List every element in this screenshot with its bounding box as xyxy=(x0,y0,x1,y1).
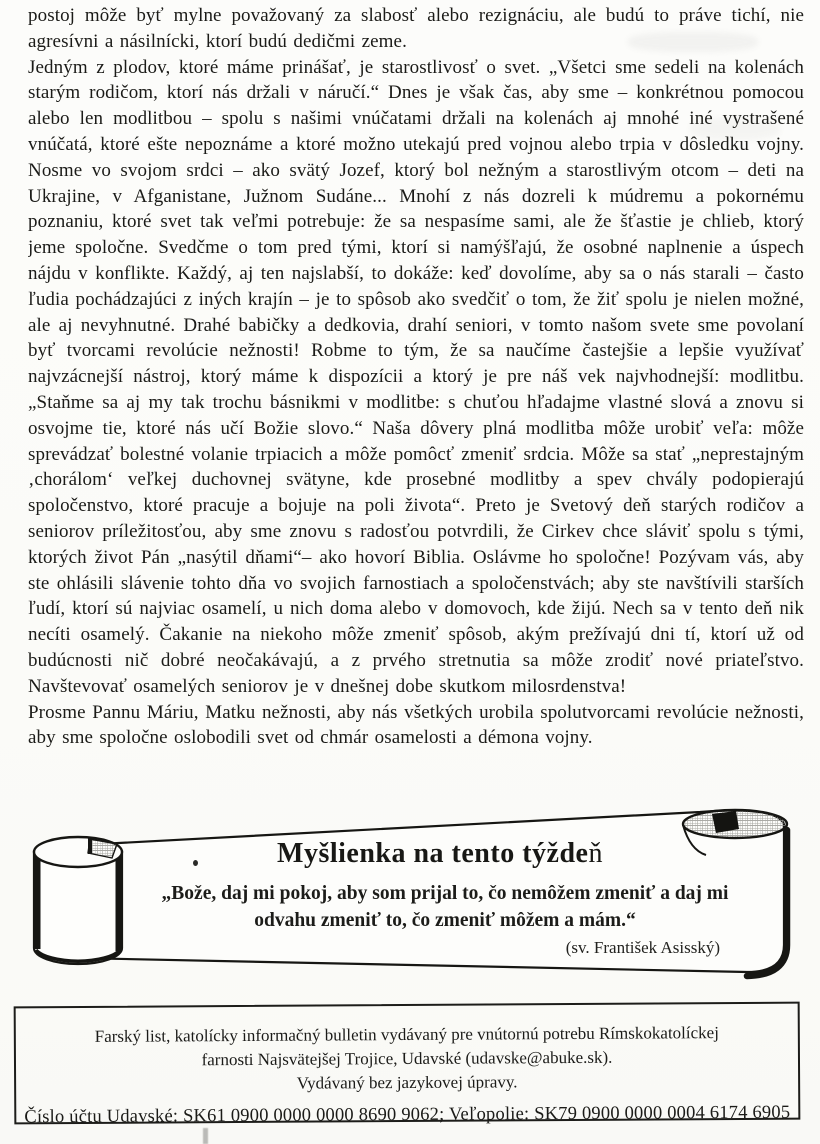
banner-quote-text: „Bože, daj mi pokoj, aby som prijal to, čo nemôžem zmeniť a daj mi odvahu zmeniť to, čo zmeniť môžem a mám.“ xyxy=(161,883,729,931)
banner-title-bold: Myšlienka na tento týžde xyxy=(277,838,589,869)
imprint-box xyxy=(14,1002,801,1128)
banner-title-tail: ň xyxy=(588,838,603,869)
scan-smudge xyxy=(628,32,758,52)
scroll-banner xyxy=(0,798,820,993)
scan-mark-bottom-left xyxy=(203,1128,208,1144)
imprint-line-1: Farský list, katolícky informačný bulletin vydávaný pre vnútornú potrebu Rímskokatolíckej xyxy=(94,1023,719,1046)
imprint-line-3: Vydávaný bez jazykovej úpravy. xyxy=(296,1072,518,1093)
article-text xyxy=(28,3,804,797)
imprint-line-2: farnosti Najsvätejšej Trojice, Udavské (udavske@abuke.sk). xyxy=(201,1047,613,1070)
article-paragraph: postoj môže byť mylne považovaný za slabosť alebo rezignáciu, ale budú to práve tichí, nie agresívni a násilnícki, ktorí budú dedičmi zeme. xyxy=(28,5,804,52)
article-paragraph: Prosme Pannu Máriu, Matku nežnosti, aby nás všetkých urobila spolutvorcami revolúcie nežnosti, aby sme spoločne oslobodili svet od chmár osamelosti a démona vojny. xyxy=(28,701,804,749)
scan-smudge xyxy=(690,118,780,140)
article-paragraph: Jedným z plodov, ktoré máme prinášať, je starostlivosť o svet. „Všetci sme sedeli na kolenách starým rodičom, ktorí nás držali v náručí.“ Dnes je však čas, aby sme – konkrétnou pomocou alebo len modlitbou – spolu s našimi vnúčatami držali na kolenách aj mnohé iné vystrašené vnúčatá, ktoré ešte nepoznáme a ktoré možno utekajú pred vojnou alebo trpia v dôsledku vojny. Nosme vo svojom srdci – ako svätý Jozef, ktorý bol nežným a starostlivým otcom – deti na Ukrajine, v Afganistane, Južnom Sudáne... Mnohí z nás dozreli k múdremu a pokornému poznaniu, ktoré svet tak veľmi potrebuje: že sa nespasíme sami, ale že šťastie je chlieb, ktorý jeme spoločne. Svedčme o tom pred tými, ktorí si namýšľajú, že osobné naplnenie a úspech nájdu v konflikte. Každý, aj ten najslabší, to dokáže: keď dovolíme, aby sa o nás starali – často ľudia pochádzajúci z iných krajín – je to spôsob ako svedčiť o tom, že žiť spolu je nielen možné, ale aj nevyhnutné. Drahé babičky a dedkovia, drahí seniori, v tomto našom svete sme povolaní byť tvorcami revolúcie nežnosti! Robme to tým, že sa naučíme častejšie a lepšie využívať najvzácnejší nástroj, ktorý máme k dispozícii a ktorý je pre náš vek najvhodnejší: modlitbu. „Staňme sa aj my tak trochu básnikmi v modlitbe: s chuťou hľadajme vlastné slová a znovu si osvojme tie, ktoré nás učí Božie slovo.“ Naša dôvery plná modlitba môže urobiť veľa: môže sprevádzať bolestné volanie trpiacich a môže pomôcť zmeniť srdcia. Môže sa stať „neprestajným ‚chorálom‘ veľkej duchovnej svätyne, kde prosebné modlitby a spev chvály podopierajú spoločenstvo, ktoré pracuje a bojuje na poli života“. Preto je Svetový deň starých rodičov a seniorov príležitosťou, aby sme znovu s radosťou potvrdili, že Cirkev chce sláviť spolu s tými, ktorých život Pán „nasýtil dňami“– ako hovorí Biblia. Oslávme ho spoločne! Pozývam vás, aby ste ohlásili slávenie tohto dňa vo svojich farnostiach a spoločenstvách; aby ste navštívili starších ľudí, ktorí sú najviac osamelí, u nich doma alebo v domovoch, kde žijú. Nech sa v tento deň nik necíti osamelý. Čakanie na niekoho môže zmeniť spôsob, akým prežívajú dni tí, ktorí už od budúcnosti nič dobré neočakávajú, a z prvého stretnutia sa môže zrodiť nové priateľstvo. Navštevovať osamelých seniorov je v dnešnej dobe skutkom milosrdenstva! xyxy=(28,56,804,697)
imprint-account-line: Číslo účtu Udavské: SK61 0900 0000 0000 8690 9062; Veľopolie: SK79 0900 0000 0004 6174 6905 xyxy=(24,1102,791,1128)
banner-quote xyxy=(130,880,760,934)
banner-attribution: (sv. František Asisský) xyxy=(565,938,720,957)
banner-title xyxy=(130,838,750,870)
